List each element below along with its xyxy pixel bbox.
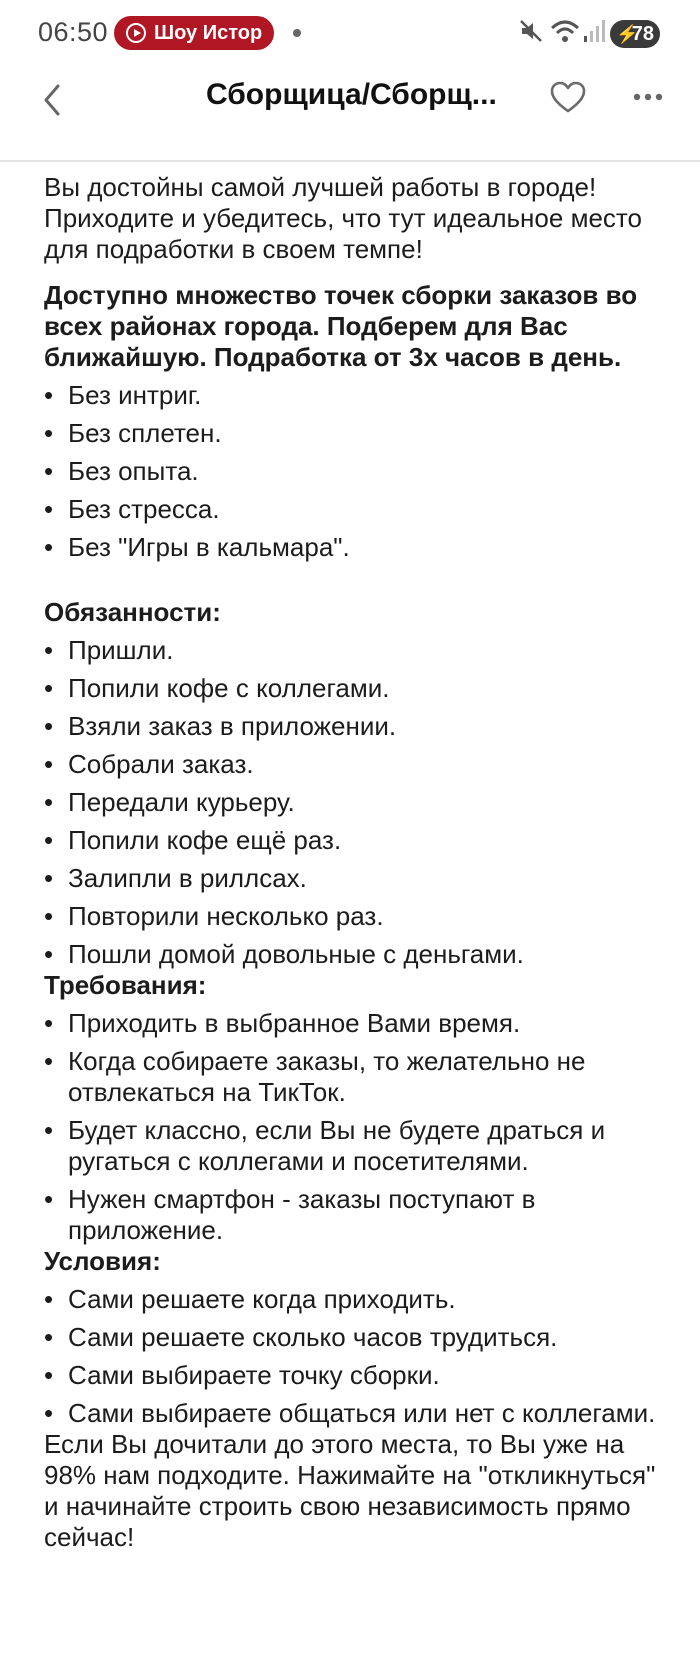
app-header	[0, 66, 700, 162]
duties-title: Обязанности:	[44, 597, 221, 627]
signal-icon	[582, 18, 606, 44]
requirements-list	[44, 1008, 674, 1246]
play-icon	[126, 23, 146, 43]
vacancy-description	[44, 172, 674, 1553]
requirements-title: Требования:	[44, 970, 207, 1000]
intro-text: Вы достойны самой лучшей работы в городе! Приходите и убедитесь, что тут идеальное место для подработки в своем темпе!	[44, 172, 642, 264]
notification-dot-icon	[293, 29, 301, 37]
list-item: • Собрали заказ.	[44, 749, 674, 780]
notification-pill-label: Шоу Истор	[154, 22, 263, 44]
closing-text: Если Вы дочитали до этого места, то Вы уже на 98% нам подходите. Нажимайте на "откликнуться" и начинайте строить свою независимость прямо сейчас!	[44, 1429, 656, 1552]
list-item: • Когда собираете заказы, то желательно не отвлекаться на ТикТок.	[44, 1046, 674, 1108]
list-item: • Без сплетен.	[44, 418, 674, 449]
notification-pill[interactable]	[114, 16, 274, 50]
list-item: • Будет классно, если Вы не будете драться и ругаться с коллегами и посетителями.	[44, 1115, 674, 1177]
list-item: • Сами выбираете точку сборки.	[44, 1360, 674, 1391]
list-item: • Попили кофе ещё раз.	[44, 825, 674, 856]
page-title: Сборщица/Сборщ...	[206, 78, 497, 111]
highlight-text: Доступно множество точек сборки заказов во всех районах города. Подберем для Вас ближайшую. Подработка от 3х часов в день.	[44, 280, 638, 372]
list-item: • Передали курьеру.	[44, 787, 674, 818]
list-item: • Пошли домой довольные с деньгами.	[44, 939, 674, 970]
list-item: • Без "Игры в кальмара".	[44, 532, 674, 563]
list-item: • Без стресса.	[44, 494, 674, 525]
list-item: • Залипли в риллсах.	[44, 863, 674, 894]
status-time: 06:50	[38, 17, 109, 47]
list-item: • Нужен смартфон - заказы поступают в приложение.	[44, 1184, 674, 1246]
perks-list	[44, 380, 674, 563]
list-item: • Взяли заказ в приложении.	[44, 711, 674, 742]
list-item: • Сами решаете сколько часов трудиться.	[44, 1322, 674, 1353]
status-bar	[0, 0, 700, 66]
battery-indicator	[610, 20, 660, 48]
list-item: • Сами выбираете общаться или нет с коллегами.	[44, 1398, 674, 1429]
list-item: • Без интриг.	[44, 380, 674, 411]
list-item: • Приходить в выбранное Вами время.	[44, 1008, 674, 1039]
duties-list	[44, 635, 674, 970]
mute-icon	[518, 18, 544, 44]
favorite-heart-icon[interactable]	[548, 78, 588, 118]
list-item: • Повторили несколько раз.	[44, 901, 674, 932]
back-arrow-icon[interactable]	[38, 80, 66, 120]
battery-level: 78	[631, 23, 654, 45]
charging-bolt-icon: ⚡	[616, 24, 639, 44]
more-options-icon[interactable]	[632, 92, 664, 102]
conditions-title: Условия:	[44, 1246, 161, 1276]
list-item: • Попили кофе с коллегами.	[44, 673, 674, 704]
list-item: • Пришли.	[44, 635, 674, 666]
conditions-list	[44, 1284, 674, 1429]
list-item: • Сами решаете когда приходить.	[44, 1284, 674, 1315]
wifi-icon	[550, 18, 580, 46]
list-item: • Без опыта.	[44, 456, 674, 487]
